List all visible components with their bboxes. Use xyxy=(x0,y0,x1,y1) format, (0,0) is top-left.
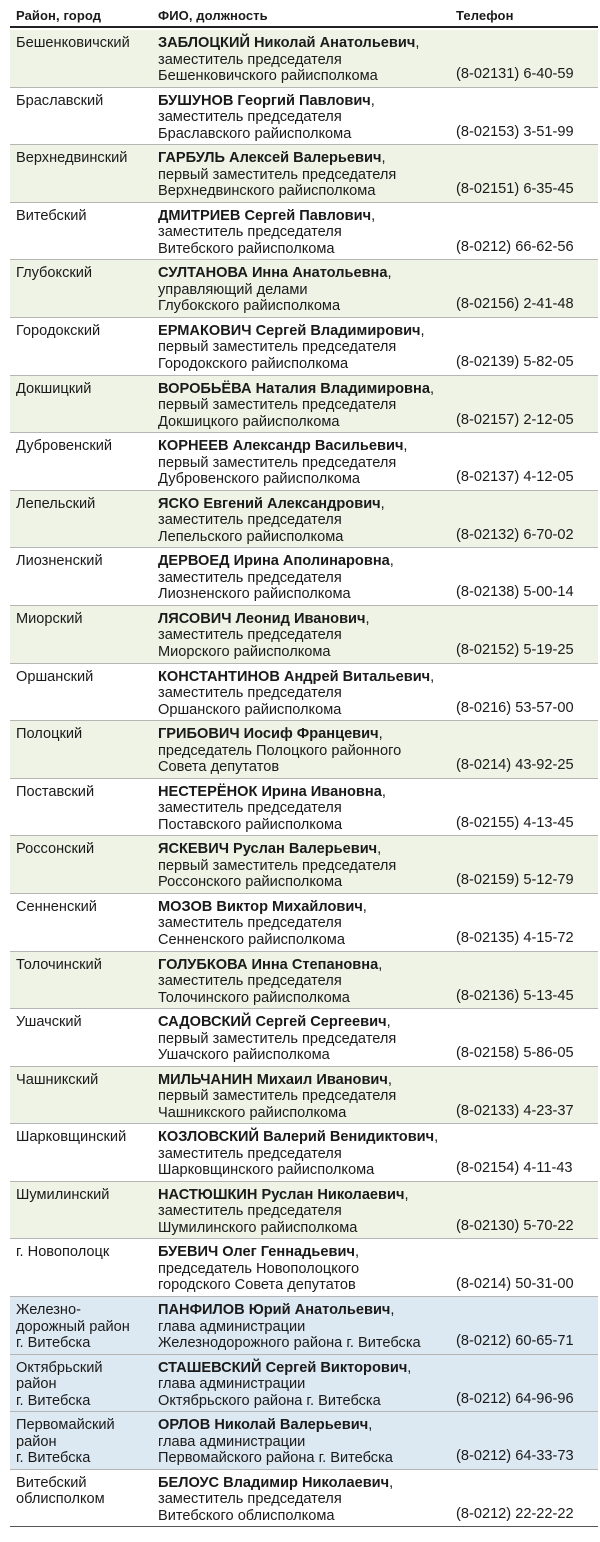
person-position: заместитель председателя xyxy=(158,569,342,586)
table-row xyxy=(10,260,598,318)
district-cell xyxy=(16,1302,154,1352)
person-position: председатель Новополоцкого xyxy=(158,1260,360,1277)
district-cell xyxy=(16,669,154,686)
table-row xyxy=(10,836,598,894)
person-cell xyxy=(158,1244,458,1294)
district-cell xyxy=(16,899,154,916)
person-position: Городокского райисполкома xyxy=(158,355,349,372)
person-name-line: ДМИТРИЕВ Сергей Павлович, xyxy=(158,207,376,224)
district-cell xyxy=(16,1244,154,1261)
table-row xyxy=(10,1182,598,1240)
district-cell xyxy=(16,381,154,398)
phone-number: (8-0214) 50-31-00 xyxy=(456,1275,574,1292)
header-phone: Телефон xyxy=(456,8,514,23)
district-line: г. Новополоцк xyxy=(16,1244,110,1261)
person-name: ПАНФИЛОВ Юрий Анатольевич xyxy=(158,1302,391,1319)
district-cell xyxy=(16,93,154,110)
district-line: Миорский xyxy=(16,610,83,627)
phone-number: (8-02138) 5-00-14 xyxy=(456,584,574,601)
person-position: заместитель председателя xyxy=(158,1145,342,1162)
phone-number: (8-0212) 64-33-73 xyxy=(456,1448,574,1465)
person-cell xyxy=(158,669,458,719)
person-name-line: ДЕРВОЕД Ирина Аполинаровна, xyxy=(158,553,394,570)
person-position: глава администрации xyxy=(158,1433,306,1450)
person-name-line: СУЛТАНОВА Инна Анатольевна, xyxy=(158,265,392,282)
person-name-line: МОЗОВ Виктор Михайлович, xyxy=(158,898,367,915)
person-name-line: ЯСКО Евгений Александрович, xyxy=(158,495,385,512)
phone-number: (8-02130) 5-70-22 xyxy=(456,1217,574,1234)
district-cell xyxy=(16,841,154,858)
person-name-line: БУШУНОВ Георгий Павлович, xyxy=(158,92,375,109)
person-position: Витебского райисполкома xyxy=(158,240,335,257)
person-name: НАСТЮШКИН Руслан Николаевич xyxy=(158,1186,405,1203)
person-position: заместитель председателя xyxy=(158,51,342,68)
person-name: ДЕРВОЕД Ирина Аполинаровна xyxy=(158,553,390,570)
person-cell xyxy=(158,438,458,488)
person-name: КОЗЛОВСКИЙ Валерий Венидиктович xyxy=(158,1129,435,1146)
district-cell xyxy=(16,1072,154,1089)
person-name-line: ЯСКЕВИЧ Руслан Валерьевич, xyxy=(158,841,382,858)
district-cell xyxy=(16,784,154,801)
person-name-line: ЛЯСОВИЧ Леонид Иванович, xyxy=(158,610,370,627)
person-name-line: ЗАБЛОЦКИЙ Николай Анатольевич, xyxy=(158,35,420,51)
district-line: Глубокский xyxy=(16,265,93,282)
table-row xyxy=(10,145,598,203)
person-position: Сенненского райисполкома xyxy=(158,931,345,948)
phone-number: (8-02158) 5-86-05 xyxy=(456,1045,574,1062)
contacts-table xyxy=(10,30,598,1527)
phone-number: (8-02135) 4-15-72 xyxy=(456,930,574,946)
person-name-line: БУЕВИЧ Олег Геннадьевич, xyxy=(158,1244,359,1261)
person-cell xyxy=(158,841,458,891)
phone-number: (8-02137) 4-12-05 xyxy=(456,469,574,486)
person-position: заместитель председателя xyxy=(158,627,342,644)
person-name-line: ВОРОБЬЁВА Наталия Владимировна, xyxy=(158,380,435,397)
person-name-line: МИЛЬЧАНИН Михаил Иванович, xyxy=(158,1071,392,1088)
table-row xyxy=(10,491,598,549)
person-name: МОЗОВ Виктор Михайлович xyxy=(158,898,363,915)
person-position: городского Совета депутатов xyxy=(158,1277,356,1294)
person-position: Браславского райисполкома xyxy=(158,125,352,142)
person-position: заместитель председателя xyxy=(158,800,342,817)
person-name: ВОРОБЬЁВА Наталия Владимировна xyxy=(158,380,430,397)
person-cell xyxy=(158,957,458,1007)
person-cell xyxy=(158,553,458,603)
header-person: ФИО, должность xyxy=(158,8,268,23)
district-line: г. Витебска xyxy=(16,1335,91,1352)
person-cell xyxy=(158,899,458,949)
person-cell xyxy=(158,381,458,431)
person-cell xyxy=(158,93,458,143)
table-row xyxy=(10,1355,598,1413)
district-line: Оршанский xyxy=(16,668,94,685)
person-name: КОНСТАНТИНОВ Андрей Витальевич xyxy=(158,668,431,685)
person-position: Шумилинского райисполкома xyxy=(158,1219,358,1236)
table-row xyxy=(10,548,598,606)
person-name-line: НАСТЮШКИН Руслан Николаевич, xyxy=(158,1186,409,1203)
person-name-line: ЕРМАКОВИЧ Сергей Владимирович, xyxy=(158,322,425,339)
person-name: БЕЛОУС Владимир Николаевич xyxy=(158,1474,390,1491)
district-line: Шарковщинский xyxy=(16,1129,127,1146)
district-cell xyxy=(16,957,154,974)
district-cell xyxy=(16,726,154,743)
person-name-line: ГРИБОВИЧ Иосиф Францевич, xyxy=(158,726,383,743)
person-cell xyxy=(158,1417,458,1467)
district-line: Шумилинский xyxy=(16,1186,110,1203)
person-name: ЯСКЕВИЧ Руслан Валерьевич xyxy=(158,841,378,858)
person-cell xyxy=(158,784,458,834)
district-line: Полоцкий xyxy=(16,726,83,743)
district-line: г. Витебска xyxy=(16,1450,91,1467)
person-name-line: ГОЛУБКОВА Инна Степановна, xyxy=(158,956,383,973)
phone-number: (8-0212) 66-62-56 xyxy=(456,238,574,255)
person-name-line: ОРЛОВ Николай Валерьевич, xyxy=(158,1417,373,1434)
district-line: Поставский xyxy=(16,783,95,800)
person-name: ГОЛУБКОВА Инна Степановна xyxy=(158,956,379,973)
phone-number: (8-02157) 2-12-05 xyxy=(456,411,574,428)
person-position: Глубокского райисполкома xyxy=(158,298,341,315)
district-line: район xyxy=(16,1433,57,1450)
district-cell xyxy=(16,1187,154,1204)
phone-number: (8-02139) 5-82-05 xyxy=(456,354,574,371)
phone-number: (8-02132) 6-70-02 xyxy=(456,526,574,543)
phone-number: (8-0212) 60-65-71 xyxy=(456,1333,574,1350)
table-row xyxy=(10,318,598,376)
district-line: облисполком xyxy=(16,1491,105,1508)
person-cell xyxy=(158,1014,458,1064)
person-name: ГРИБОВИЧ Иосиф Францевич xyxy=(158,726,379,743)
table-row xyxy=(10,203,598,261)
person-name-line: САДОВСКИЙ Сергей Сергеевич, xyxy=(158,1014,391,1031)
person-position: заместитель председателя xyxy=(158,1203,342,1220)
person-position: Железнодорожного района г. Витебска xyxy=(158,1335,421,1352)
person-position: заместитель председателя xyxy=(158,973,342,989)
person-position: Толочинского райисполкома xyxy=(158,989,350,1006)
person-cell xyxy=(158,1129,458,1179)
phone-number: (8-02152) 5-19-25 xyxy=(456,642,574,659)
person-position: Ушачского райисполкома xyxy=(158,1047,330,1064)
person-position: Октябрьского района г. Витебска xyxy=(158,1392,381,1409)
person-cell xyxy=(158,726,458,776)
person-position: первый заместитель председателя xyxy=(158,397,397,414)
district-cell xyxy=(16,35,154,52)
table-row xyxy=(10,30,598,88)
table-row xyxy=(10,1009,598,1067)
person-cell xyxy=(158,323,458,373)
person-position: Россонского райисполкома xyxy=(158,874,343,891)
district-cell xyxy=(16,323,154,340)
table-row xyxy=(10,1124,598,1182)
person-position: заместитель председателя xyxy=(158,109,342,126)
district-line: Городокский xyxy=(16,322,101,339)
person-cell xyxy=(158,265,458,315)
person-name-line: СТАШЕВСКИЙ Сергей Викторович, xyxy=(158,1359,412,1376)
district-cell xyxy=(16,1129,154,1146)
district-line: Ушачский xyxy=(16,1014,82,1031)
person-name-line: ПАНФИЛОВ Юрий Анатольевич, xyxy=(158,1302,395,1319)
district-line: Докшицкий xyxy=(16,380,92,397)
person-position: Совета депутатов xyxy=(158,759,280,776)
district-cell xyxy=(16,1014,154,1031)
district-cell xyxy=(16,1417,154,1467)
district-cell xyxy=(16,496,154,513)
person-position: Чашникского райисполкома xyxy=(158,1104,347,1121)
person-name: МИЛЬЧАНИН Михаил Иванович xyxy=(158,1071,388,1088)
phone-number: (8-0214) 43-92-25 xyxy=(456,757,574,774)
person-position: заместитель председателя xyxy=(158,512,342,529)
phone-number: (8-02154) 4-11-43 xyxy=(456,1160,573,1177)
district-line: Браславский xyxy=(16,92,104,109)
table-row xyxy=(10,88,598,146)
person-cell xyxy=(158,1475,458,1525)
person-position: заместитель председателя xyxy=(158,685,342,702)
phone-number: (8-0216) 53-57-00 xyxy=(456,699,574,716)
table-row xyxy=(10,894,598,952)
district-line: Лепельский xyxy=(16,495,96,512)
district-line: Сенненский xyxy=(16,898,97,915)
phone-number: (8-02131) 6-40-59 xyxy=(456,66,574,83)
person-cell xyxy=(158,1302,458,1352)
person-cell xyxy=(158,611,458,661)
district-line: Россонский xyxy=(16,841,95,858)
table-row xyxy=(10,376,598,434)
phone-number: (8-02159) 5-12-79 xyxy=(456,872,574,889)
table-row xyxy=(10,1239,598,1297)
phone-number: (8-02133) 4-23-37 xyxy=(456,1102,574,1119)
phone-number: (8-0212) 64-96-96 xyxy=(456,1390,574,1407)
table-row xyxy=(10,1297,598,1355)
phone-number: (8-02155) 4-13-45 xyxy=(456,814,574,831)
district-line: Чашникский xyxy=(16,1071,99,1088)
phone-number: (8-02136) 5-13-45 xyxy=(456,987,574,1004)
phone-number: (8-02156) 2-41-48 xyxy=(456,296,574,313)
person-position: Лиозненского райисполкома xyxy=(158,586,351,603)
person-cell xyxy=(158,496,458,546)
person-position: первый заместитель председателя xyxy=(158,1030,397,1047)
district-cell xyxy=(16,1360,154,1410)
phone-number: (8-0212) 22-22-22 xyxy=(456,1505,574,1522)
district-line: Октябрьский xyxy=(16,1359,103,1376)
district-line: Верхнедвинский xyxy=(16,150,128,167)
person-position: заместитель председателя xyxy=(158,1491,342,1508)
person-position: Миорского райисполкома xyxy=(158,643,331,660)
person-cell xyxy=(158,35,458,85)
district-line: Толочинский xyxy=(16,956,102,973)
table-row xyxy=(10,721,598,779)
person-name: БУШУНОВ Георгий Павлович xyxy=(158,92,371,109)
person-position: заместитель председателя xyxy=(158,224,342,241)
person-position: первый заместитель председателя xyxy=(158,454,397,471)
district-cell xyxy=(16,265,154,282)
district-line: район xyxy=(16,1376,57,1393)
person-position: Оршанского райисполкома xyxy=(158,701,342,718)
person-position: Докшицкого райисполкома xyxy=(158,413,340,430)
table-row xyxy=(10,1067,598,1125)
phone-number: (8-02151) 6-35-45 xyxy=(456,181,574,198)
district-line: Бешенковичский xyxy=(16,35,130,51)
person-name-line: КОНСТАНТИНОВ Андрей Витальевич, xyxy=(158,668,435,685)
district-line: Витебский xyxy=(16,1474,87,1491)
person-name-line: БЕЛОУС Владимир Николаевич, xyxy=(158,1474,394,1491)
person-cell xyxy=(158,1187,458,1237)
person-position: Первомайского района г. Витебска xyxy=(158,1450,393,1467)
district-line: г. Витебска xyxy=(16,1392,91,1409)
table-header xyxy=(10,0,598,28)
person-position: первый заместитель председателя xyxy=(158,1088,397,1105)
district-cell xyxy=(16,438,154,455)
person-name: ЗАБЛОЦКИЙ Николай Анатольевич xyxy=(158,35,416,51)
district-line: Дубровенский xyxy=(16,438,113,455)
person-position: заместитель председателя xyxy=(158,915,342,932)
district-line: Витебский xyxy=(16,207,87,224)
district-cell xyxy=(16,553,154,570)
person-name: ЯСКО Евгений Александрович xyxy=(158,495,381,512)
person-name: ОРЛОВ Николай Валерьевич xyxy=(158,1417,369,1434)
table-row xyxy=(10,664,598,722)
person-position: управляющий делами xyxy=(158,281,308,298)
table-row xyxy=(10,433,598,491)
person-name: ГАРБУЛЬ Алексей Валерьевич xyxy=(158,150,382,167)
person-name: ЕРМАКОВИЧ Сергей Владимирович xyxy=(158,322,421,339)
person-name: СУЛТАНОВА Инна Анатольевна xyxy=(158,265,388,282)
table-row xyxy=(10,606,598,664)
person-position: Шарковщинского райисполкома xyxy=(158,1162,375,1179)
person-name-line: КОРНЕЕВ Александр Васильевич, xyxy=(158,438,408,455)
person-position: председатель Полоцкого районного xyxy=(158,742,402,759)
phone-number: (8-02153) 3-51-99 xyxy=(456,123,574,140)
table-row xyxy=(10,952,598,1010)
table-row xyxy=(10,1470,598,1528)
person-name: ЛЯСОВИЧ Леонид Иванович xyxy=(158,610,366,627)
person-name: САДОВСКИЙ Сергей Сергеевич xyxy=(158,1014,387,1031)
person-name-line: ГАРБУЛЬ Алексей Валерьевич, xyxy=(158,150,386,167)
district-cell xyxy=(16,208,154,225)
person-cell xyxy=(158,1360,458,1410)
district-line: Лиозненский xyxy=(16,553,103,570)
person-position: первый заместитель председателя xyxy=(158,166,397,183)
person-cell xyxy=(158,1072,458,1122)
district-cell xyxy=(16,1475,154,1508)
person-name: КОРНЕЕВ Александр Васильевич xyxy=(158,438,404,455)
district-line: дорожный район xyxy=(16,1318,130,1335)
person-name: СТАШЕВСКИЙ Сергей Викторович xyxy=(158,1359,408,1376)
person-position: глава администрации xyxy=(158,1318,306,1335)
person-name: БУЕВИЧ Олег Геннадьевич xyxy=(158,1244,355,1261)
person-name: НЕСТЕРЁНОК Ирина Ивановна xyxy=(158,783,382,800)
person-position: Дубровенского райисполкома xyxy=(158,471,361,488)
person-position: глава администрации xyxy=(158,1376,306,1393)
person-name: ДМИТРИЕВ Сергей Павлович xyxy=(158,207,372,224)
person-position: Витебского облисполкома xyxy=(158,1507,335,1524)
person-position: первый заместитель председателя xyxy=(158,339,397,356)
person-name-line: НЕСТЕРЁНОК Ирина Ивановна, xyxy=(158,783,386,800)
table-row xyxy=(10,1412,598,1470)
person-cell xyxy=(158,150,458,200)
header-district: Район, город xyxy=(16,8,102,23)
district-cell xyxy=(16,611,154,628)
person-position: Лепельского райисполкома xyxy=(158,528,344,545)
person-position: Бешенковичского райисполкома xyxy=(158,68,378,84)
district-cell xyxy=(16,150,154,167)
district-line: Первомайский xyxy=(16,1417,115,1434)
person-position: Верхнедвинского райисполкома xyxy=(158,183,376,200)
person-name-line: КОЗЛОВСКИЙ Валерий Венидиктович, xyxy=(158,1129,439,1146)
table-row xyxy=(10,779,598,837)
person-position: первый заместитель председателя xyxy=(158,857,397,874)
person-position: Поставского райисполкома xyxy=(158,816,343,833)
district-line: Железно- xyxy=(16,1302,81,1319)
person-cell xyxy=(158,208,458,258)
